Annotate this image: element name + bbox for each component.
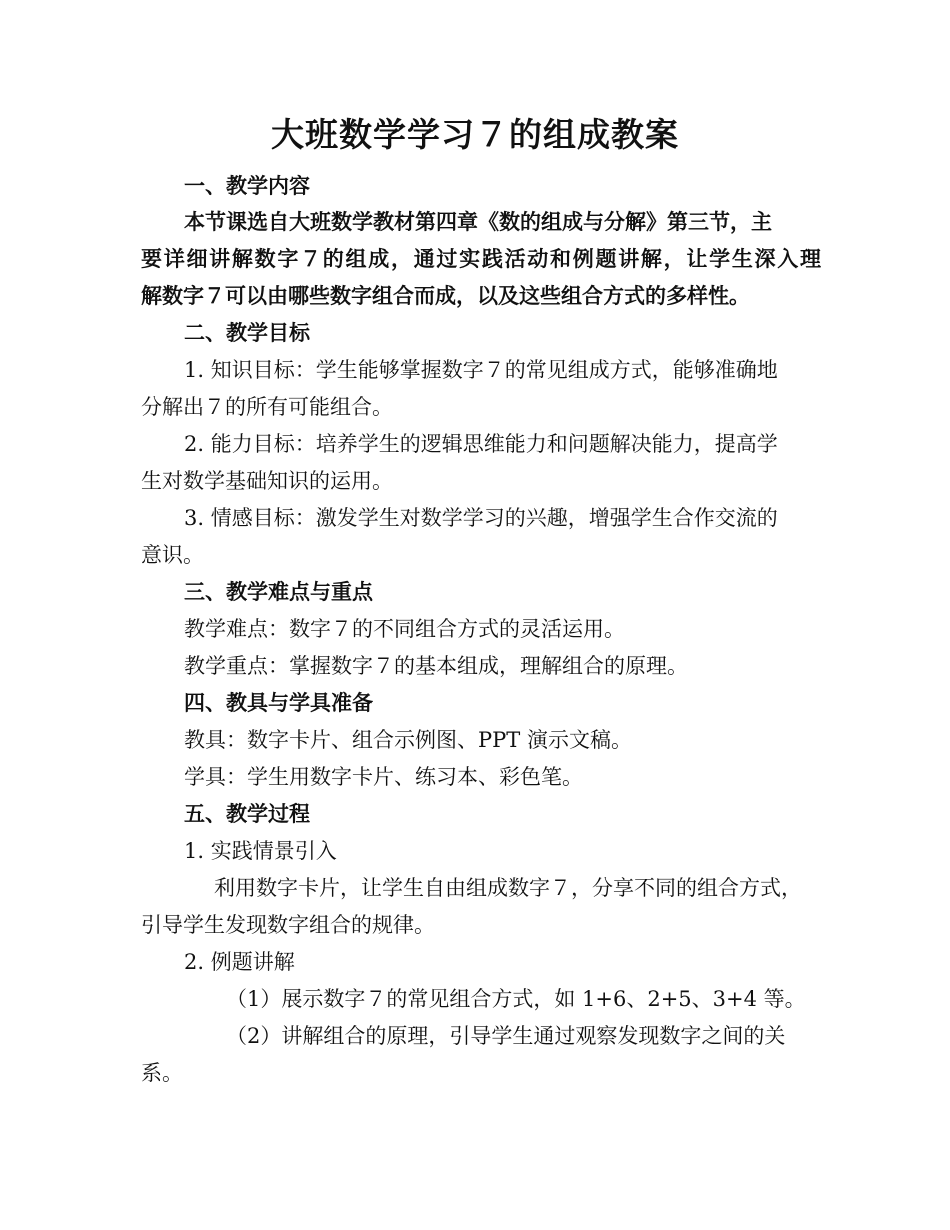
section-heading-4: 四、教具与学具准备 xyxy=(184,690,373,715)
section-heading-1: 一、教学内容 xyxy=(184,173,310,198)
paragraph-line: （2）讲解组合的原理，引导学生通过观察发现数字之间的关 xyxy=(226,1024,786,1048)
subheading-line: 2. 例题讲解 xyxy=(184,950,295,974)
section-heading-2: 二、教学目标 xyxy=(184,320,310,345)
section-heading-3: 三、教学难点与重点 xyxy=(184,579,373,604)
paragraph-line: 要详细讲解数字７的组成，通过实践活动和例题讲解，让学生深入理 xyxy=(141,246,821,271)
subheading-line: 1. 实践情景引入 xyxy=(184,839,337,863)
paragraph-line: 引导学生发现数字组合的规律。 xyxy=(141,913,435,937)
paragraph-line: 教学重点：掌握数字７的基本组成，理解组合的原理。 xyxy=(184,654,688,678)
paragraph-line: 本节课选自大班数学教材第四章《数的组成与分解》第三节，主 xyxy=(184,209,772,234)
paragraph-line: 解数字７可以由哪些数字组合而成，以及这些组合方式的多样性。 xyxy=(141,283,750,308)
section-heading-5: 五、教学过程 xyxy=(184,801,310,826)
paragraph-line: 3. 情感目标：激发学生对数学学习的兴趣，增强学生合作交流的 xyxy=(184,506,778,530)
paragraph-line: 系。 xyxy=(141,1061,183,1085)
paragraph-line: （1）展示数字７的常见组合方式，如 1+6、2+5、3+4 等。 xyxy=(226,987,806,1011)
paragraph-line: 教具：数字卡片、组合示例图、PPT 演示文稿。 xyxy=(184,728,632,752)
document-title: 大班数学学习７的组成教案 xyxy=(271,115,679,154)
paragraph-line: 意识。 xyxy=(141,543,204,567)
paragraph-line: 1. 知识目标：学生能够掌握数字７的常见组成方式，能够准确地 xyxy=(184,358,778,382)
paragraph-line: 利用数字卡片，让学生自由组成数字７，分享不同的组合方式， xyxy=(214,876,802,900)
paragraph-line: 学具：学生用数字卡片、练习本、彩色笔。 xyxy=(184,765,583,789)
paragraph-line: 生对数学基础知识的运用。 xyxy=(141,469,393,493)
paragraph-line: 分解出７的所有可能组合。 xyxy=(141,395,393,419)
paragraph-line: 教学难点：数字７的不同组合方式的灵活运用。 xyxy=(184,617,625,641)
paragraph-line: 2. 能力目标：培养学生的逻辑思维能力和问题解决能力，提高学 xyxy=(184,432,778,456)
